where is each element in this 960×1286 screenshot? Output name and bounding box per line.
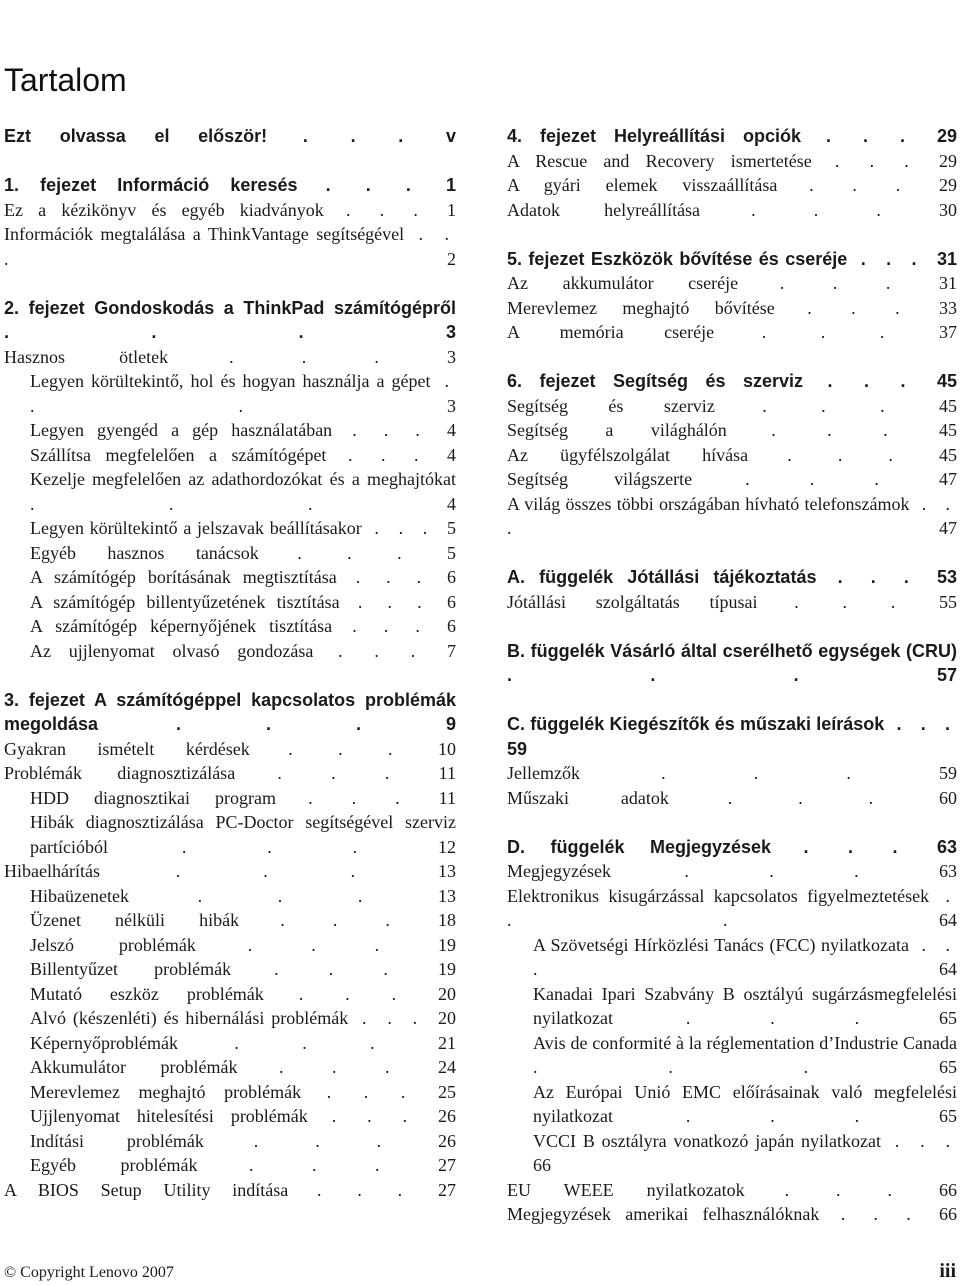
toc-entry-title: Hibák diagnosztizálása PC-Doctor segítségével szerviz partícióból: [30, 812, 456, 857]
toc-leader-dots: . . .: [816, 567, 937, 587]
toc-entry-title: EU WEEE nyilatkozatok: [507, 1179, 745, 1200]
toc-page-number: 65: [939, 1057, 957, 1077]
toc-leader-dots: . . .: [235, 763, 439, 783]
toc-entry[interactable]: [507, 1178, 957, 1203]
toc-entry[interactable]: [507, 296, 957, 321]
toc-entry[interactable]: [4, 737, 456, 762]
toc-chapter-entry[interactable]: [507, 369, 957, 394]
toc-entry[interactable]: [507, 149, 957, 174]
toc-page-number: 18: [438, 910, 457, 930]
toc-page-number: 1: [447, 199, 457, 220]
toc-entry[interactable]: [4, 1178, 456, 1203]
toc-leader-dots: . . .: [237, 1057, 438, 1077]
toc-entry-title: A memória cseréje: [507, 322, 715, 342]
toc-leader-dots: . . .: [98, 714, 446, 734]
toc-entry-title: Egyéb hasznos tanácsok: [30, 542, 259, 563]
toc-page-number: 47: [939, 469, 957, 489]
toc-page-number: 60: [939, 787, 957, 808]
toc-page-number: 4: [447, 420, 456, 440]
toc-entry[interactable]: [4, 933, 456, 958]
toc-page-number: 29: [936, 126, 957, 146]
toc-leader-dots: . . .: [307, 1106, 438, 1126]
toc-leader-dots: . . .: [107, 836, 438, 857]
toc-page-number: 47: [939, 518, 957, 538]
toc-leader-dots: . . .: [714, 322, 939, 342]
toc-page-number: 3: [447, 395, 456, 416]
toc-page-number: 33: [939, 297, 957, 318]
toc-page-number: 21: [438, 1032, 456, 1053]
toc-entry-title: Információk megtalálása a ThinkVantage segítségével: [4, 224, 405, 244]
toc-leader-dots: . . .: [249, 738, 438, 759]
toc-page-number: 3: [445, 322, 456, 342]
toc-entry-title: Kezelje megfelelően az adathordozókat és a meghajtókat: [30, 469, 456, 489]
toc-page-number: 5: [447, 542, 456, 563]
toc-leader-dots: . . .: [332, 616, 448, 636]
toc-page-number: 24: [438, 1057, 456, 1077]
toc-entry-title: Segítség a világhálón: [507, 420, 727, 440]
toc-page-number: 59: [939, 763, 957, 783]
toc-entry-title: A számítógép borításának megtisztítása: [30, 567, 337, 587]
toc-entry[interactable]: [507, 394, 957, 419]
toc-leader-dots: . . .: [339, 591, 447, 612]
toc-entry[interactable]: [4, 614, 456, 639]
toc-leader-dots: . . .: [195, 934, 438, 955]
toc-entry[interactable]: [4, 590, 456, 615]
toc-leader-dots: . . .: [884, 714, 957, 734]
toc-left-column: [4, 124, 456, 1202]
toc-entry[interactable]: [507, 1080, 957, 1129]
toc-entry-title: Ujjlenyomat hitelesítési problémák: [30, 1106, 308, 1126]
toc-page-number: 19: [438, 959, 456, 979]
toc-entry[interactable]: [507, 1031, 957, 1080]
toc-entry[interactable]: [4, 884, 456, 909]
toc-entry-title: Kanadai Ipari Szabvány B osztályú sugárzásmegfelelési nyilatkozat: [533, 983, 957, 1028]
toc-entry-title: 5. fejezet Eszközök bővítése és cseréje: [507, 248, 848, 269]
toc-entry[interactable]: [4, 639, 456, 664]
toc-leader-dots: . . .: [99, 861, 438, 881]
toc-leader-dots: . . .: [326, 444, 447, 465]
toc-leader-dots: . . .: [668, 787, 939, 808]
toc-page-number: 1: [445, 175, 456, 195]
toc-page-number: 13: [438, 861, 456, 881]
toc-chapter-entry[interactable]: [507, 639, 957, 688]
toc-leader-dots: . . .: [738, 273, 940, 293]
toc-leader-dots: . . .: [507, 885, 957, 930]
toc-entry-title: Jótállási szolgáltatás típusai: [507, 591, 758, 612]
toc-entry[interactable]: [507, 443, 957, 468]
toc-leader-dots: . . .: [748, 444, 939, 465]
toc-leader-dots: . . .: [692, 469, 939, 489]
toc-leader-dots: . . .: [276, 787, 439, 808]
toc-entry[interactable]: [4, 1129, 456, 1154]
toc-leader-dots: . . .: [361, 518, 447, 538]
toc-entry[interactable]: [4, 1104, 456, 1129]
toc-leader-dots: . . .: [847, 248, 937, 269]
toc-entry-title: Ezt olvassa el először!: [4, 126, 268, 146]
toc-entry[interactable]: [4, 1153, 456, 1178]
toc-entry[interactable]: [507, 271, 957, 296]
toc-page-number: 66: [939, 1204, 958, 1224]
toc-entry-title: Műszaki adatok: [507, 787, 669, 808]
toc-entry[interactable]: [4, 786, 456, 811]
toc-leader-dots: . . .: [744, 1179, 939, 1200]
toc-leader-dots: . . .: [4, 322, 446, 342]
toc-entry-title: Gyakran ismételt kérdések: [4, 738, 250, 759]
toc-entry[interactable]: [507, 467, 957, 492]
toc-page-number: 55: [939, 591, 958, 612]
toc-entry-title: Üzenet nélküli hibák: [30, 910, 240, 930]
toc-leader-dots: . . .: [700, 199, 939, 220]
toc-page-number: 64: [939, 910, 957, 930]
toc-leader-dots: . . .: [177, 1032, 438, 1053]
toc-page-number: 66: [939, 1179, 957, 1200]
toc-page-number: 31: [939, 273, 958, 293]
toc-entry-title: A Szövetségi Hírközlési Tanács (FCC) nyilatkozata: [533, 934, 909, 955]
toc-entry[interactable]: [4, 198, 456, 223]
toc-page-number: 57: [936, 665, 957, 685]
toc-page-number: 20: [438, 983, 456, 1004]
toc-page-number: 27: [438, 1155, 456, 1175]
toc-entry-title: 4. fejezet Helyreállítási opciók: [507, 126, 802, 146]
toc-entry-title: A gyári elemek visszaállítása: [507, 175, 778, 195]
toc-leader-dots: . . .: [231, 959, 438, 979]
toc-leader-dots: . . .: [803, 371, 937, 391]
toc-entry[interactable]: [507, 492, 957, 541]
toc-leader-dots: . . .: [332, 420, 447, 440]
toc-entry-title: Hibaelhárítás: [4, 861, 100, 881]
toc-chapter-entry[interactable]: [507, 124, 957, 149]
toc-page-number: 2: [447, 248, 456, 269]
toc-page-number: 31: [936, 248, 957, 269]
toc-leader-dots: . . .: [507, 493, 957, 538]
toc-entry-title: Indítási problémák: [30, 1130, 204, 1151]
toc-page-number: 10: [438, 738, 456, 759]
toc-entry-title: Az ügyfélszolgálat hívása: [507, 444, 749, 465]
toc-page-number: 45: [939, 444, 957, 465]
toc-entry[interactable]: [4, 345, 456, 370]
toc-entry[interactable]: [4, 957, 456, 982]
toc-entry-title: VCCI B osztályra vonatkozó japán nyilatkozat: [533, 1130, 882, 1151]
toc-page-number: 64: [939, 959, 957, 979]
toc-leader-dots: . . .: [726, 420, 939, 440]
toc-leader-dots: . . .: [4, 224, 456, 269]
toc-leader-dots: . . .: [714, 395, 939, 416]
toc-entry[interactable]: [507, 198, 957, 223]
toc-page-number: 25: [438, 1081, 457, 1102]
toc-entry[interactable]: [507, 859, 957, 884]
toc-leader-dots: . . .: [239, 910, 439, 930]
toc-entry-title: A BIOS Setup Utility indítása: [4, 1179, 289, 1200]
toc-entry[interactable]: [507, 1202, 957, 1227]
toc-entry-title: Segítség és szerviz: [507, 395, 715, 416]
toc-entry-title: Megjegyzések: [507, 861, 611, 881]
copyright-notice: © Copyright Lenovo 2007: [4, 1264, 174, 1281]
toc-entry-title: 2. fejezet Gondoskodás a ThinkPad számítógépről: [4, 297, 456, 318]
toc-leader-dots: . . .: [777, 175, 939, 195]
toc-leader-dots: . . .: [348, 1008, 438, 1028]
toc-entry-title: Az Európai Unió EMC előírásainak való megfelelési nyilatkozat: [533, 1081, 957, 1126]
toc-leader-dots: . . .: [30, 371, 456, 416]
toc-page-number: 45: [939, 420, 957, 440]
toc-entry[interactable]: [507, 786, 957, 811]
toc-leader-dots: . . .: [533, 934, 958, 979]
toc-leader-dots: . . .: [288, 1179, 438, 1200]
toc-entry-title: Problémák diagnosztizálása: [4, 763, 236, 783]
toc-leader-dots: . . .: [819, 1204, 940, 1224]
toc-leader-dots: . . .: [579, 763, 939, 783]
toc-page-number: 65: [939, 1008, 957, 1028]
toc-entry-title: A Rescue and Recovery ismertetése: [507, 150, 812, 171]
toc-page-number: 20: [438, 1008, 456, 1028]
toc-entry[interactable]: [4, 565, 456, 590]
toc-leader-dots: . . .: [301, 1081, 439, 1102]
toc-entry[interactable]: [507, 1129, 957, 1178]
toc-leader-dots: . . .: [203, 1130, 438, 1151]
toc-leader-dots: . . .: [323, 199, 448, 220]
toc-page-number: 27: [438, 1179, 456, 1200]
toc-entry-title: A számítógép képernyőjének tisztítása: [30, 616, 333, 636]
page-number: iii: [939, 1260, 956, 1282]
toc-entry-title: D. függelék Megjegyzések: [507, 836, 772, 857]
toc-chapter-entry[interactable]: [4, 173, 456, 198]
toc-entry[interactable]: [4, 1031, 456, 1056]
toc-leader-dots: . . .: [258, 542, 447, 563]
toc-entry[interactable]: [507, 590, 957, 615]
toc-page-number: 6: [447, 567, 456, 587]
toc-page-number: 4: [447, 444, 456, 465]
toc-entry-title: Billentyűzet problémák: [30, 959, 232, 979]
toc-entry-title: Adatok helyreállítása: [507, 199, 701, 220]
toc-leader-dots: . . .: [267, 126, 446, 146]
toc-entry-title: Jelszó problémák: [30, 934, 196, 955]
toc-leader-dots: . . .: [30, 493, 447, 514]
toc-entry-title: Ez a kézikönyv és egyéb kiadványok: [4, 199, 324, 220]
toc-entry[interactable]: [507, 320, 957, 345]
toc-entry[interactable]: [4, 1055, 456, 1080]
toc-entry-title: Akkumulátor problémák: [30, 1057, 238, 1077]
toc-leader-dots: . . .: [313, 640, 447, 661]
toc-leader-dots: . . .: [811, 150, 939, 171]
toc-entry-title: A számítógép billentyűzetének tisztítása: [30, 591, 340, 612]
toc-leader-dots: . . .: [610, 861, 939, 881]
toc-entry-title: Legyen körültekintő a jelszavak beállításakor: [30, 518, 362, 538]
toc-chapter-entry[interactable]: [507, 712, 957, 761]
toc-entry-title: Avis de conformité à la réglementation d’Industrie Canada: [533, 1032, 957, 1053]
toc-entry-title: Egyéb problémák: [30, 1155, 198, 1175]
toc-page-number: 30: [939, 199, 957, 220]
toc-entry-title: Jellemzők: [507, 763, 580, 783]
toc-entry[interactable]: [4, 982, 456, 1007]
toc-page-number: 6: [447, 591, 456, 612]
toc-entry-title: A. függelék Jótállási tájékoztatás: [507, 567, 817, 587]
toc-page-number: 5: [447, 518, 456, 538]
toc-leader-dots: . . .: [801, 126, 937, 146]
toc-entry-title: Mutató eszköz problémák: [30, 983, 264, 1004]
toc-leader-dots: . . .: [336, 567, 447, 587]
toc-entry[interactable]: [4, 369, 456, 418]
toc-entry[interactable]: [4, 222, 456, 271]
toc-page-number: 65: [939, 1106, 957, 1126]
toc-entry[interactable]: [4, 810, 456, 859]
toc-entry[interactable]: [507, 761, 957, 786]
toc-entry-title: Szállítsa megfelelően a számítógépet: [30, 444, 327, 465]
toc-entry[interactable]: [4, 541, 456, 566]
toc-right-column: [507, 124, 957, 1227]
toc-leader-dots: . . .: [771, 836, 937, 857]
toc-entry[interactable]: [507, 884, 957, 933]
toc-chapter-entry[interactable]: [507, 247, 957, 272]
toc-entry-title: Megjegyzések amerikai felhasználóknak: [507, 1204, 820, 1224]
toc-page-number: 53: [936, 567, 957, 587]
toc-entry-title: Legyen gyengéd a gép használatában: [30, 420, 333, 440]
toc-page-number: v: [446, 126, 457, 146]
toc-entry[interactable]: [4, 859, 456, 884]
toc-entry[interactable]: [4, 761, 456, 786]
toc-page-number: 63: [939, 861, 957, 881]
toc-page-number: 29: [939, 175, 957, 195]
toc-entry[interactable]: [4, 516, 456, 541]
toc-entry[interactable]: [4, 908, 456, 933]
toc-entry-title: Legyen körültekintő, hol és hogyan használja a gépet: [30, 371, 431, 391]
toc-entry-title: Képernyőproblémák: [30, 1032, 178, 1053]
toc-leader-dots: . . .: [297, 175, 446, 195]
toc-entry-title: 1. fejezet Információ keresés: [4, 175, 298, 195]
toc-entry[interactable]: [507, 173, 957, 198]
toc-entry-title: Elektronikus kisugárzással kapcsolatos figyelmeztetések: [507, 885, 930, 906]
toc-entry-title: Segítség világszerte: [507, 469, 693, 489]
toc-page-number: 12: [438, 836, 456, 857]
toc-entry-title: Az akkumulátor cseréje: [507, 273, 739, 293]
toc-leader-dots: . . .: [612, 1008, 939, 1028]
toc-leader-dots: . . .: [757, 591, 940, 612]
toc-chapter-entry[interactable]: [4, 296, 456, 345]
toc-page-number: 13: [438, 885, 456, 906]
toc-chapter-entry[interactable]: [507, 565, 957, 590]
toc-entry[interactable]: [4, 1006, 456, 1031]
toc-entry[interactable]: [507, 933, 957, 982]
toc-page-number: 26: [438, 1130, 456, 1151]
toc-entry[interactable]: [507, 418, 957, 443]
toc-entry[interactable]: [4, 467, 456, 516]
toc-entry-title: 3. fejezet A számítógéppel kapcsolatos problémák megoldása: [4, 689, 456, 734]
toc-leader-dots: . . .: [533, 1057, 939, 1077]
toc-chapter-entry[interactable]: [4, 688, 456, 737]
toc-entry-title: Hibaüzenetek: [30, 885, 129, 906]
toc-entry[interactable]: [4, 443, 456, 468]
toc-page-number: 45: [939, 395, 957, 416]
toc-page-number: 29: [939, 150, 957, 171]
toc-entry-title: A világ összes többi országában hívható telefonszámok: [507, 493, 910, 514]
toc-entry-title: Hasznos ötletek: [4, 346, 169, 367]
toc-leader-dots: . . .: [197, 1155, 438, 1175]
toc-page-number: 6: [447, 616, 457, 636]
toc-entry[interactable]: [4, 418, 456, 443]
toc-entry-title: 6. fejezet Segítség és szerviz: [507, 371, 804, 391]
toc-page-number: 11: [438, 763, 457, 783]
toc-entry-title: Merevlemez meghajtó problémák: [30, 1081, 302, 1102]
toc-entry-title: Merevlemez meghajtó bővítése: [507, 297, 775, 318]
toc-entry-title: Az ujjlenyomat olvasó gondozása: [30, 640, 314, 661]
toc-page-number: 59: [507, 738, 528, 759]
toc-page-number: 63: [936, 836, 958, 857]
toc-page-number: 11: [438, 787, 457, 808]
toc-entry-title: C. függelék Kiegészítők és műszaki leírások: [507, 714, 885, 734]
toc-leader-dots: . . .: [881, 1130, 957, 1151]
toc-entry[interactable]: [4, 1080, 456, 1105]
toc-entry-title: Alvó (készenléti) és hibernálási problémák: [30, 1008, 349, 1028]
toc-chapter-entry[interactable]: [4, 124, 456, 149]
toc-page-number: 7: [447, 640, 456, 661]
toc-page-number: 66: [533, 1155, 551, 1175]
toc-page-number: 4: [447, 493, 456, 514]
toc-page-number: 45: [936, 371, 957, 391]
toc-chapter-entry[interactable]: [507, 835, 957, 860]
toc-leader-dots: . . .: [774, 297, 939, 318]
toc-leader-dots: . . .: [612, 1106, 939, 1126]
toc-leader-dots: . . .: [507, 665, 937, 685]
toc-page-number: 37: [939, 322, 957, 342]
toc-page-number: 26: [438, 1106, 456, 1126]
toc-leader-dots: . . .: [263, 983, 438, 1004]
toc-leader-dots: . . .: [128, 885, 438, 906]
page-title: Tartalom: [4, 62, 127, 98]
toc-entry-title: HDD diagnosztikai program: [30, 787, 277, 808]
toc-page-number: 19: [438, 934, 456, 955]
toc-leader-dots: . . .: [168, 346, 448, 367]
toc-page-number: 3: [447, 346, 457, 367]
toc-page-number: 9: [445, 714, 456, 734]
toc-entry-title: B. függelék Vásárló által cserélhető egységek (CRU): [507, 640, 957, 661]
toc-entry[interactable]: [507, 982, 957, 1031]
